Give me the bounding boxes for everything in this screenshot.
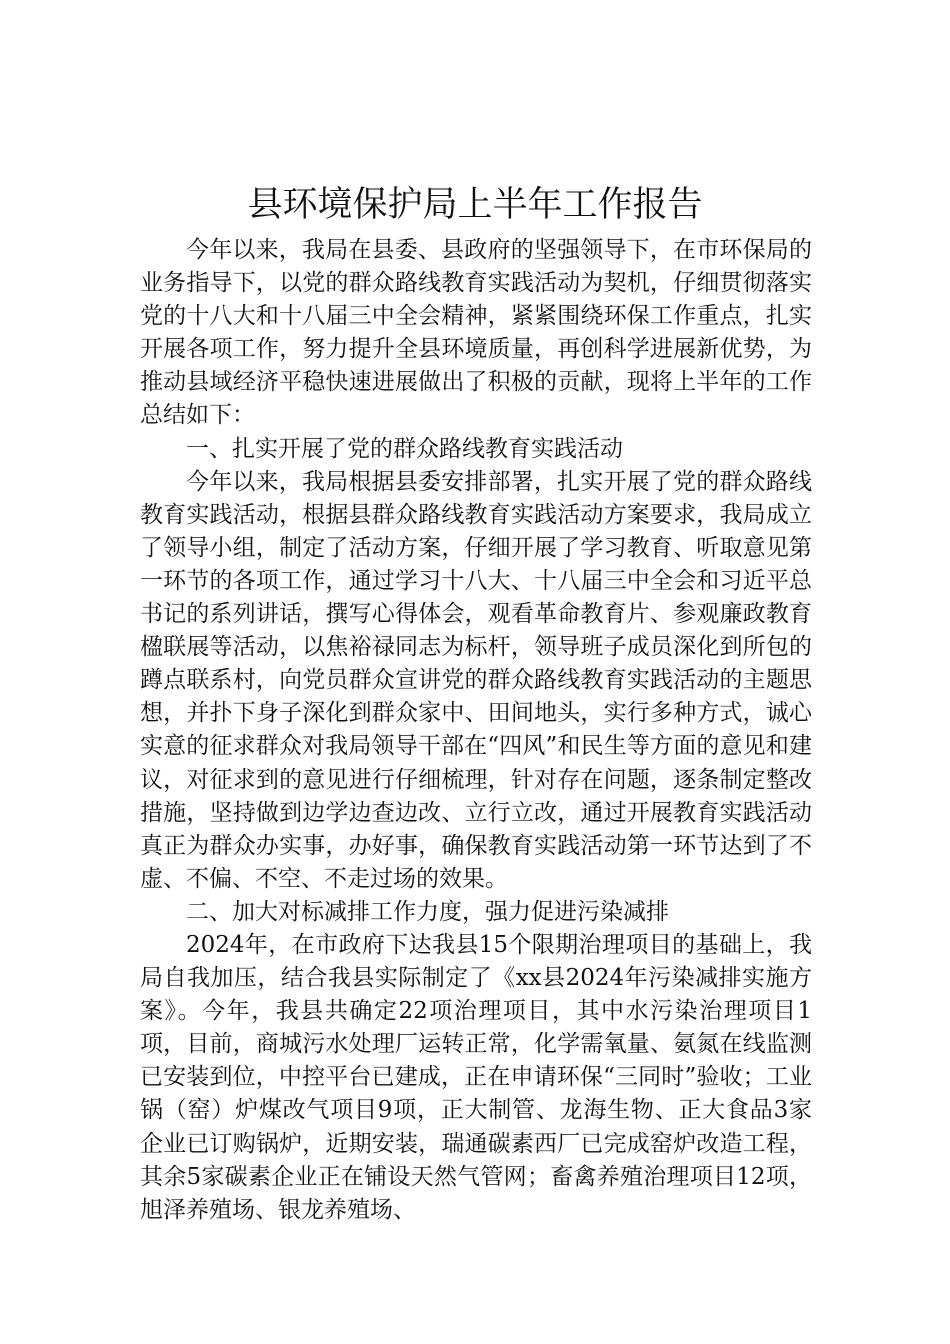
section-heading-2: 二、加大对标减排工作力度，强力促进污染减排 bbox=[186, 898, 669, 925]
document-body bbox=[140, 234, 812, 1227]
paragraph-section-1: 今年以来，我局根据县委安排部署，扎实开展了党的群众路线教育实践活动，根据县群众路线教育实践活动方案要求，我局成立了领导小组，制定了活动方案，仔细开展了学习教育、听取意见第一环节的各项工作，通过学习十八大、十八届三中全会和习近平总书记的系列讲话，撰写心得体会，观看革命教育片、参观廉政教育楹联展等活动，以焦裕禄同志为标杆，领导班子成员深化到所包的蹲点联系村，向党员群众宣讲党的群众路线教育实践活动的主题思想，并扑下身子深化到群众家中、田间地头，实行多种方式，诚心实意的征求群众对我局领导干部在“四风”和民生等方面的意见和建议，对征求到的意见进行仔细梳理，针对存在问题，逐条制定整改措施，坚持做到边学边查边改、立行立改，通过开展教育实践活动真正为群众办实事，办好事，确保教育实践活动第一环节达到了不虚、不偏、不空、不走过场的效果。 bbox=[140, 468, 812, 892]
document-title: 县环境保护局上半年工作报告 bbox=[247, 185, 703, 225]
section-heading-1: 一、扎实开展了党的群众路线教育实践活动 bbox=[186, 435, 623, 462]
paragraph-intro: 今年以来，我局在县委、县政府的坚强领导下，在市环保局的业务指导下，以党的群众路线教育实践活动为契机，仔细贯彻落实党的十八大和十八届三中全会精神，紧紧围绕环保工作重点，扎实开展各项工作，努力提升全县环境质量，再创科学进展新优势，为推动县域经济平稳快速进展做出了积极的贡献，现将上半年的工作总结如下： bbox=[140, 237, 812, 429]
paragraph-section-2: 2024年，在市政府下达我县15个限期治理项目的基础上，我局自我加压，结合我县实际制定了《xx县2024年污染减排实施方案》。今年，我县共确定22项治理项目，其中水污染治理项目1项，目前，商城污水处理厂运转正常，化学需氧量、氨氮在线监测已安装到位，中控平台已建成，正在申请环保“三同时”验收；工业锅（窑）炉煤改气项目9项，正大制管、龙海生物、正大食品3家企业已订购锅炉，近期安装，瑞通碳素西厂已完成窑炉改造工程，其余5家碳素企业正在铺设天然气管网；畜禽养殖治理项目12项，旭泽养殖场、银龙养殖场、 bbox=[140, 931, 812, 1223]
